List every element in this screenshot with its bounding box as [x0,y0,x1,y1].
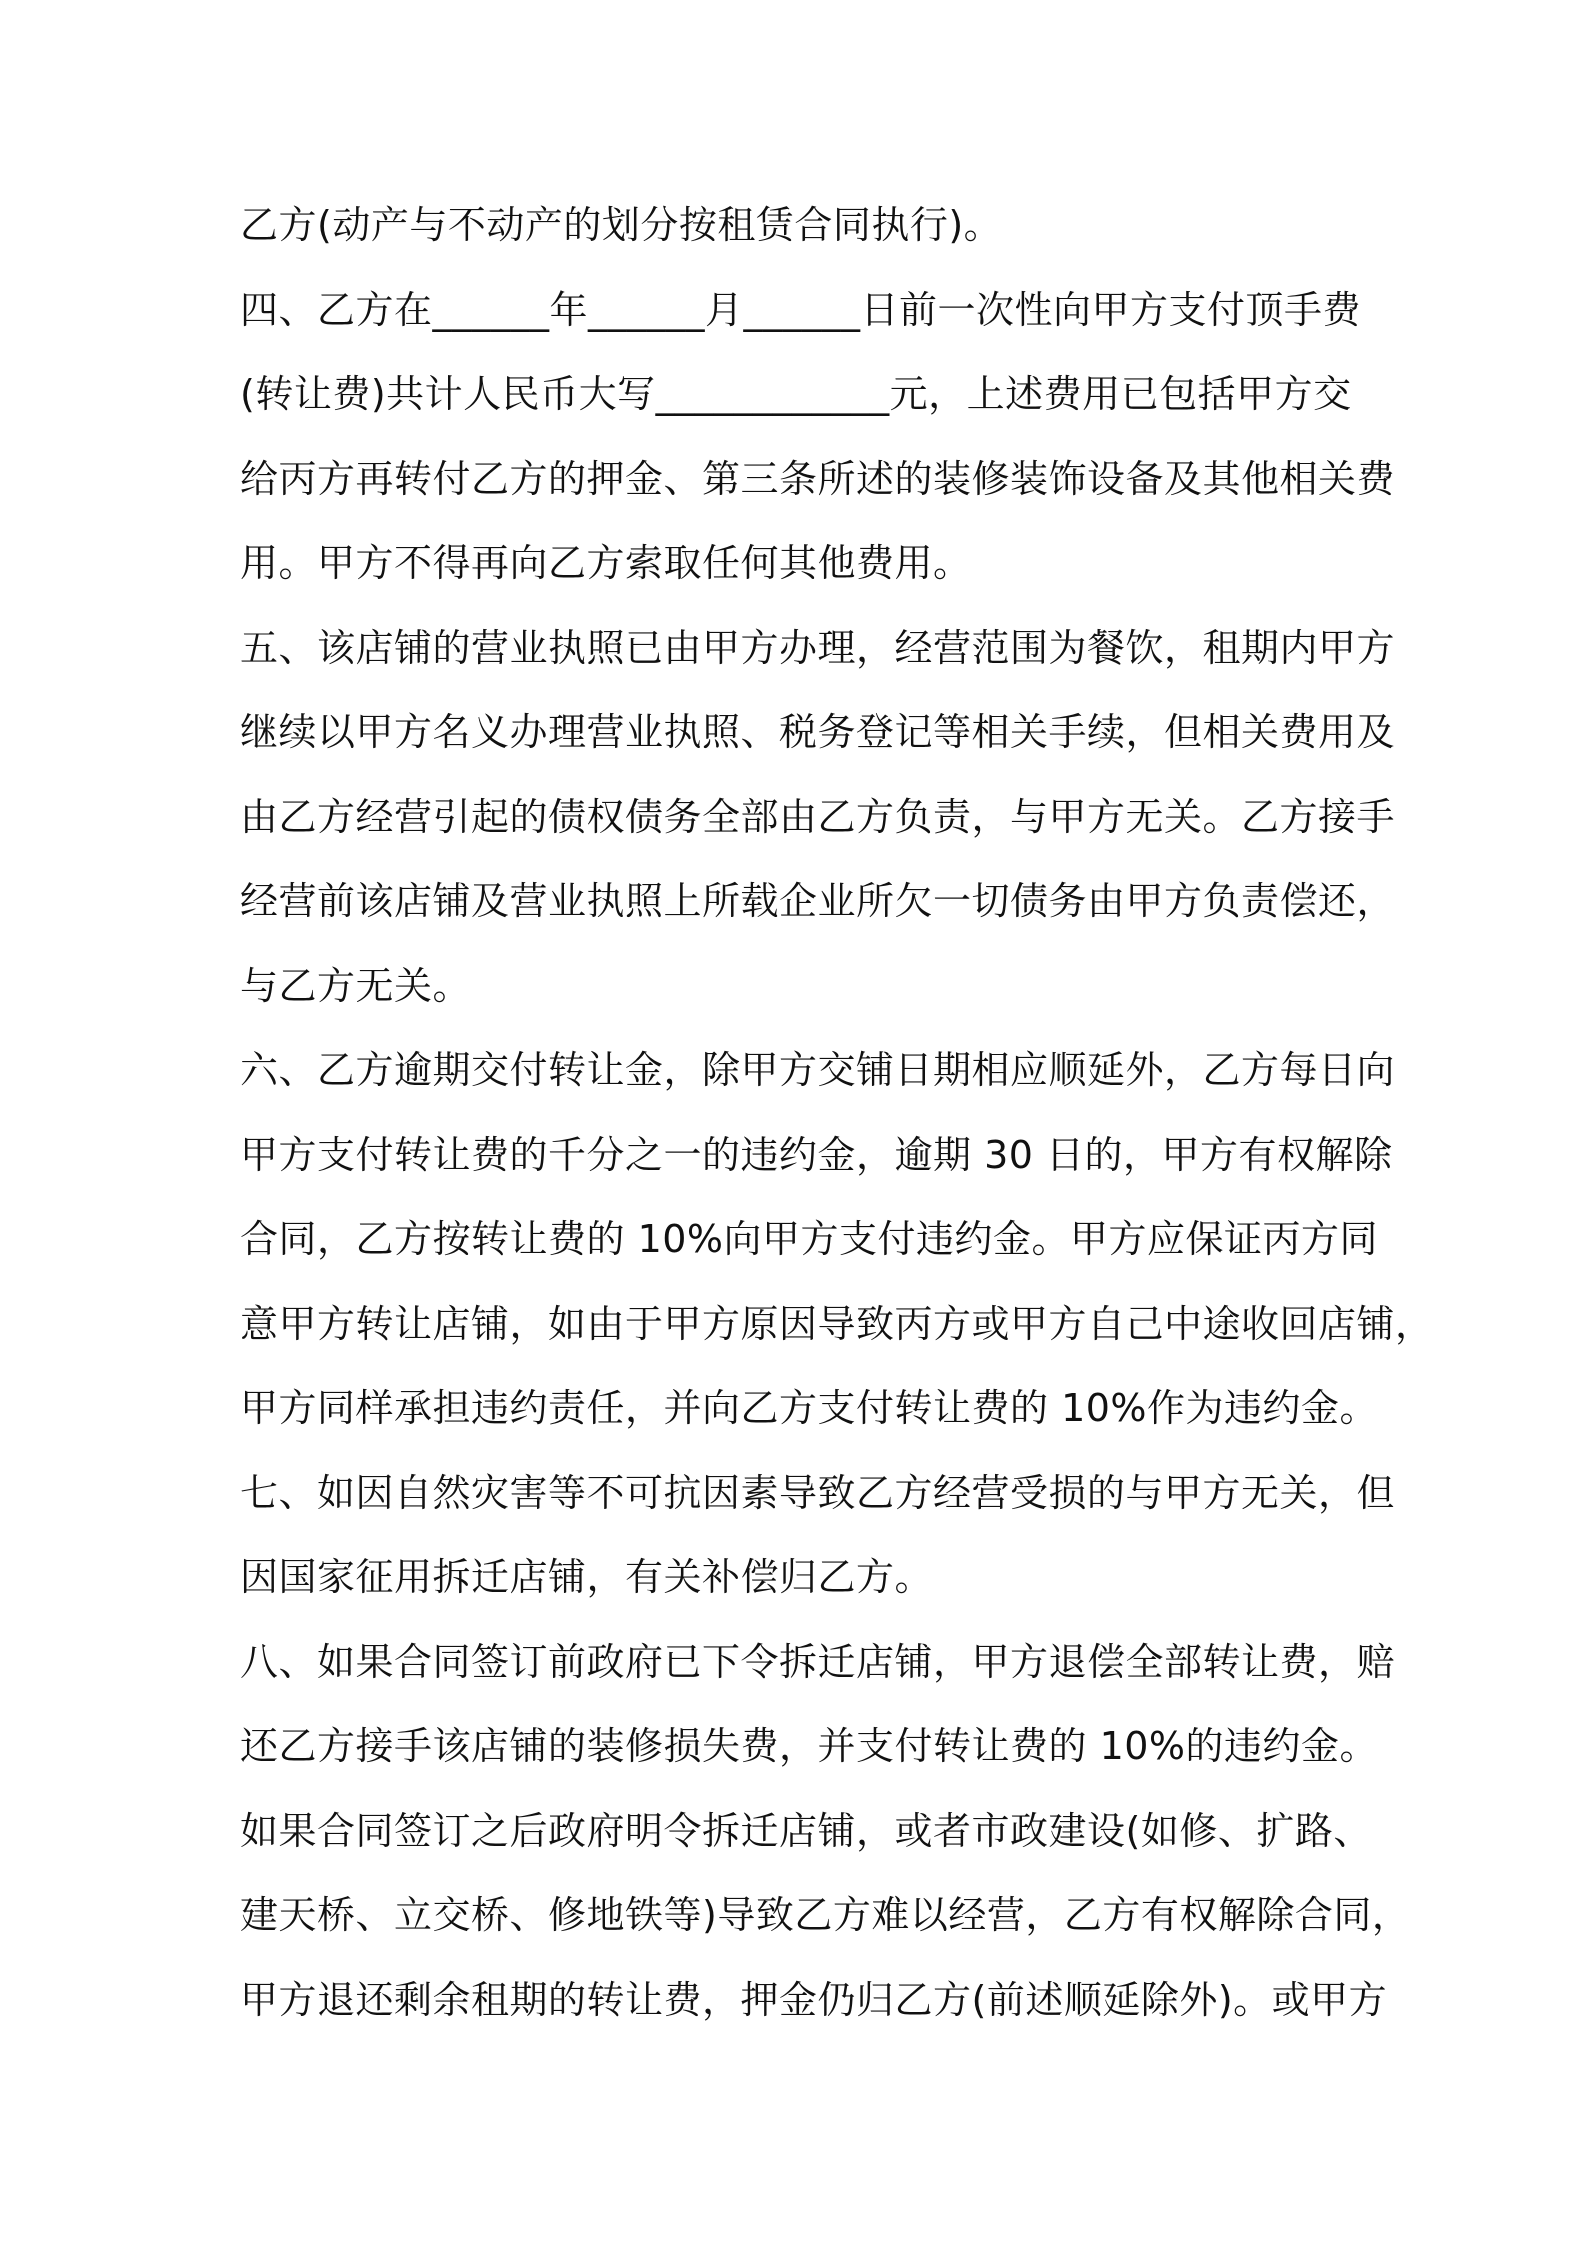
text-line: 意甲方转让店铺，如由于甲方原因导致丙方或甲方自己中途收回店铺， [240,1302,1434,1346]
text-line: 八、如果合同签订前政府已下令拆迁店铺，甲方退偿全部转让费，赔 [240,1640,1396,1684]
text-line: 用。甲方不得再向乙方索取任何其他费用。 [240,541,972,585]
text-line: 建天桥、立交桥、修地铁等)导致乙方难以经营，乙方有权解除合同， [240,1893,1411,1937]
text-line: 合同，乙方按转让费的 10%向甲方支付违约金。甲方应保证丙方同 [240,1217,1379,1261]
text-line: 甲方退还剩余租期的转让费，押金仍归乙方(前述顺延除外)。或甲方 [240,1978,1388,2022]
text-line: 还乙方接手该店铺的装修损失费，并支付转让费的 10%的违约金。 [240,1724,1379,1768]
text-line: 因国家征用拆迁店铺，有关补偿归乙方。 [240,1555,934,1599]
text-line: 六、乙方逾期交付转让金，除甲方交铺日期相应顺延外，乙方每日向 [240,1048,1396,1092]
text-line: 甲方支付转让费的千分之一的违约金，逾期 30 日的，甲方有权解除 [240,1133,1393,1177]
text-line: 给丙方再转付乙方的押金、第三条所述的装修装饰设备及其他相关费 [240,457,1396,501]
text-line: 甲方同样承担违约责任，并向乙方支付转让费的 10%作为违约金。 [240,1386,1379,1430]
text-line: 由乙方经营引起的债权债务全部由乙方负责，与甲方无关。乙方接手 [240,795,1396,839]
text-line: 继续以甲方名义办理营业执照、税务登记等相关手续，但相关费用及 [240,710,1396,754]
text-line: 经营前该店铺及营业执照上所载企业所欠一切债务由甲方负责偿还， [240,879,1396,923]
text-line: 乙方(动产与不动产的划分按租赁合同执行)。 [240,203,1003,247]
text-line: 五、该店铺的营业执照已由甲方办理，经营范围为餐饮，租期内甲方 [240,626,1396,670]
text-line: 如果合同签订之后政府明令拆迁店铺，或者市政建设(如修、扩路、 [240,1809,1372,1853]
text-line: 四、乙方在______年______月______日前一次性向甲方支付顶手费 [240,288,1362,332]
text-line: 与乙方无关。 [240,964,472,1008]
text-line: 七、如因自然灾害等不可抗因素导致乙方经营受损的与甲方无关，但 [240,1471,1396,1515]
text-line: (转让费)共计人民币大写____________元，上述费用已包括甲方交 [240,372,1352,416]
